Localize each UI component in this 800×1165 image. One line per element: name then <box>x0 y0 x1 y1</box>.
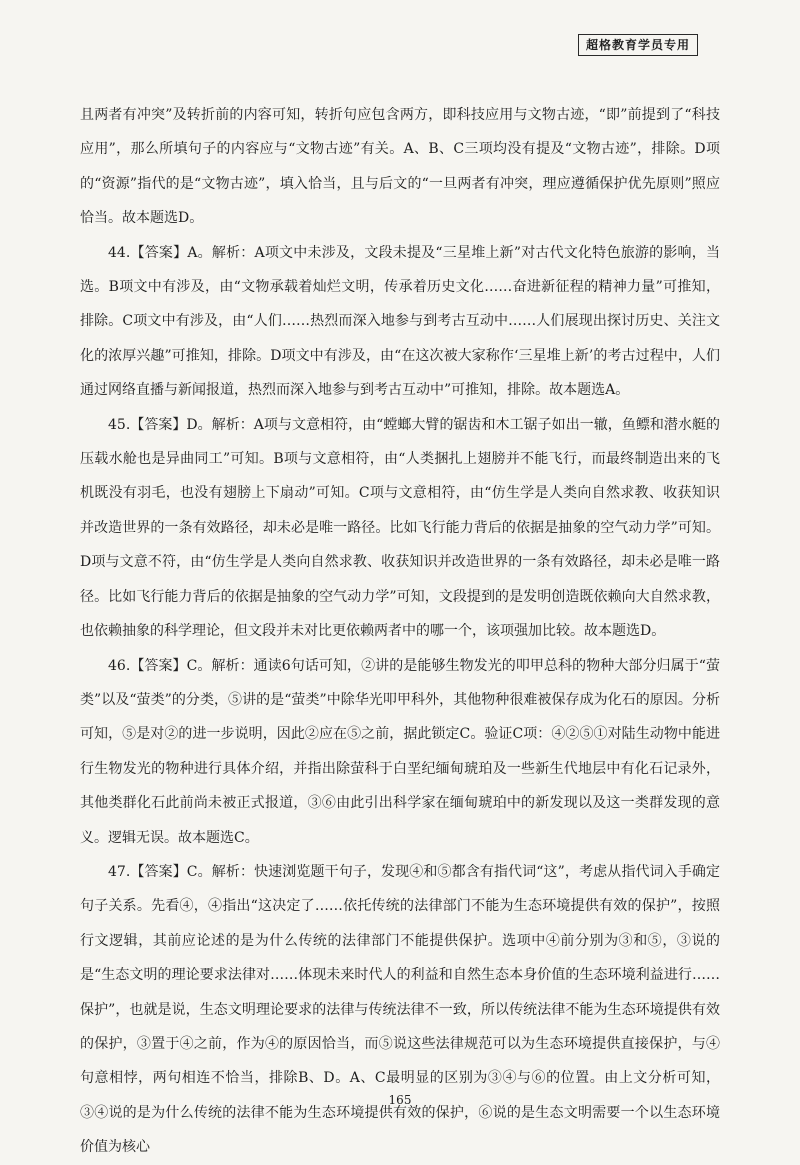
answer-explanations <box>80 98 720 1165</box>
paragraph-continuation: 且两者有冲突”及转折前的内容可知，转折句应包含两方，即科技应用与文物古迹，“即”前提到了“科技应用”，那么所填句子的内容应与“文物古迹”有关。A、B、C三项均没有提及“文物古迹”，排除。D项的“资源”指代的是“文物古迹”，填入恰当，且与后文的“一旦两者有冲突，理应遵循保护优先原则”照应恰当。故本题选D。 <box>80 107 720 227</box>
header-badge: 超格教育学员专用 <box>578 34 698 56</box>
paragraph-q46: 46.【答案】C。解析：通读6句话可知，②讲的是能够生物发光的叩甲总科的物种大部分归属于“萤类”以及“萤类”的分类，⑤讲的是“萤类”中除华光叩甲科外，其他物种很难被保存成为化石的原因。分析可知，⑤是对②的进一步说明，因此②应在⑤之前，据此锁定C。验证C项：④②⑤①对陆生动物中能进行生物发光的物种进行具体介绍，并指出除萤科于白垩纪缅甸琥珀及一些新生代地层中有化石记录外，其他类群化石此前尚未被正式报道，③⑥由此引出科学家在缅甸琥珀中的新发现以及这一类群发现的意义。逻辑无误。故本题选C。 <box>80 657 720 846</box>
page-number: 165 <box>388 1093 412 1107</box>
paragraph-q47: 47.【答案】C。解析：快速浏览题干句子，发现④和⑤都含有指代词“这”，考虑从指代词入手确定句子关系。先看④，④指出“这决定了……依托传统的法律部门不能为生态环境提供有效的保护”，按照行文逻辑，其前应论述的是为什么传统的法律部门不能提供保护。选项中④前分别为③和⑤，③说的是“生态文明的理论要求法律对……体现未来时代人的利益和自然生态本身价值的生态环境利益进行……保护”，也就是说，生态文明理论要求的法律与传统法律不一致，所以传统法律不能为生态环境提供有效的保护，③置于④之前，作为④的原因恰当，而⑤说这些法律规范可以为生态环境提供直接保护，与④句意相悖，两句相连不恰当，排除B、D。A、C最明显的区别为③④与⑥的位置。由上文分析可知，③④说的是为什么传统的法律不能为生态环境提供有效的保护，⑥说的是生态文明需要一个以生态环境价值为核心 <box>80 863 720 1156</box>
paragraph-q44: 44.【答案】A。解析：A项文中未涉及，文段未提及“三星堆上新”对古代文化特色旅游的影响，当选。B项文中有涉及，由“文物承载着灿烂文明，传承着历史文化……奋进新征程的精神力量”可推知，排除。C项文中有涉及，由“人们……热烈而深入地参与到考古互动中……人们展现出探讨历史、关注文化的浓厚兴趣”可推知，排除。D项文中有涉及，由“在这次被大家称作‘三星堆上新’的考古过程中，人们通过网络直播与新闻报道，热烈而深入地参与到考古互动中”可推知，排除。故本题选A。 <box>80 244 720 399</box>
paragraph-q45: 45.【答案】D。解析：A项与文意相符，由“螳螂大臂的锯齿和木工锯子如出一辙，鱼鳔和潜水艇的压载水舱也是异曲同工”可知。B项与文意相符，由“人类捆扎上翅膀并不能飞行，而最终制造出来的飞机既没有羽毛，也没有翅膀上下扇动”可知。C项与文意相符，由“仿生学是人类向自然求教、收获知识并改造世界的一条有效路径，却未必是唯一路径。比如飞行能力背后的依据是抽象的空气动力学”可知。D项与文意不符，由“仿生学是人类向自然求教、收获知识并改造世界的一条有效路径，却未必是唯一路径。比如飞行能力背后的依据是抽象的空气动力学”可知，文段提到的是发明创造既依赖向大自然求教，也依赖抽象的科学理论，但文段并未对比更依赖两者中的哪一个，该项强加比较。故本题选D。 <box>80 416 720 640</box>
